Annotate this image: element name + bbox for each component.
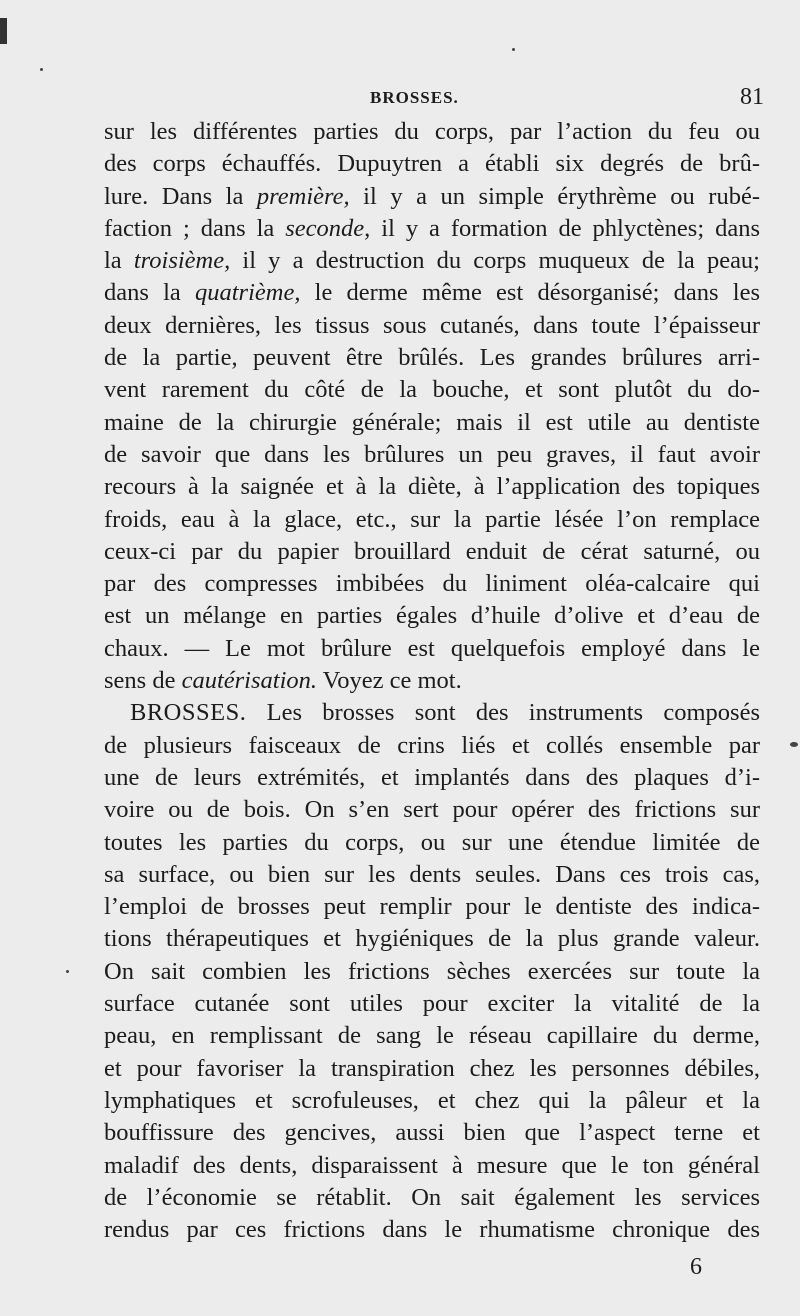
text-line: de la partie, peuvent être brûlés. Les grandes brûlures arri- xyxy=(104,344,760,372)
text-line: sur les différentes parties du corps, par l’action du feu ou xyxy=(104,118,760,145)
print-speck xyxy=(40,68,43,71)
text-line: voire ou de bois. On s’en sert pour opérer des frictions sur xyxy=(104,796,760,824)
italic-term: première, xyxy=(256,182,350,210)
text-line: sens de cautérisation. Voyez ce mot. xyxy=(104,667,462,695)
text-line: tions thérapeutiques et hygiéniques de la plus grande valeur. xyxy=(104,925,760,953)
text-line: une de leurs extrémités, et implantés dans des plaques d’i- xyxy=(104,763,760,791)
text-line: rendus par ces frictions dans le rhumatisme chronique des xyxy=(104,1216,760,1244)
text-line: recours à la saignée et à la diète, à l’application des topiques xyxy=(104,473,760,501)
signature-mark: 6 xyxy=(690,1254,702,1280)
page-number: 81 xyxy=(740,84,764,110)
text-line: dans la quatrième, le derme même est désorganisé; dans les xyxy=(104,279,760,307)
text-line: est un mélange en parties égales d’huile d’olive et d’eau de xyxy=(104,602,760,630)
text-line: de plusieurs faisceaux de crins liés et collés ensemble par xyxy=(104,731,760,759)
text-line: par des compresses imbibées du liniment oléa-calcaire qui xyxy=(104,570,760,598)
text-line: froids, eau à la glace, etc., sur la partie lésée l’on remplace xyxy=(104,505,760,533)
print-speck xyxy=(790,742,798,747)
text-line: On sait combien les frictions sèches exercées sur toute la xyxy=(104,957,760,985)
text-line: la troisième, il y a destruction du corps muqueux de la peau; xyxy=(104,247,760,275)
text-line: l’emploi de brosses peut remplir pour le dentiste des indica- xyxy=(104,893,760,921)
text-line: maladif des dents, disparaissent à mesure que le ton général xyxy=(104,1151,760,1179)
text-line: bouffissure des gencives, aussi bien que l’aspect terne et xyxy=(104,1119,760,1147)
text-line: des corps échauffés. Dupuytren a établi six degrés de brû- xyxy=(104,150,760,178)
text-line: sa surface, ou bien sur les dents seules. Dans ces trois cas, xyxy=(104,860,760,888)
text-line: peau, en remplissant de sang le réseau capillaire du derme, xyxy=(104,1022,760,1050)
text-line: lure. Dans la première, il y a un simple érythrème ou rubé- xyxy=(104,182,760,210)
body-text xyxy=(104,116,760,1246)
italic-term: quatrième, xyxy=(195,279,301,307)
italic-term: troisième, xyxy=(133,247,231,275)
text-line: de l’économie se rétablit. On sait également les services xyxy=(104,1183,760,1211)
italic-term: seconde, xyxy=(285,214,371,242)
text-line: de savoir que dans les brûlures un peu graves, il faut avoir xyxy=(104,440,760,468)
text-line: lymphatiques et scrofuleuses, et chez qui la pâleur et la xyxy=(104,1086,760,1114)
page-header xyxy=(104,84,764,118)
print-speck xyxy=(512,48,515,51)
text-line: faction ; dans la seconde, il y a formation de phlyctènes; dans xyxy=(104,214,760,242)
print-speck xyxy=(66,970,69,973)
text-line: surface cutanée sont utiles pour exciter la vitalité de la xyxy=(104,990,760,1018)
text-line: toutes les parties du corps, ou sur une étendue limitée de xyxy=(104,828,760,856)
text-line: BROSSES. Les brosses sont des instruments composés xyxy=(130,699,760,727)
running-head: BROSSES. xyxy=(370,88,459,107)
text-line: et pour favoriser la transpiration chez les personnes débiles, xyxy=(104,1054,760,1082)
text-line: maine de la chirurgie générale; mais il est utile au dentiste xyxy=(104,408,760,436)
text-line: ceux-ci par du papier brouillard enduit de cérat saturné, ou xyxy=(104,537,760,565)
text-line: vent rarement du côté de la bouche, et sont plutôt du do- xyxy=(104,376,760,404)
scan-edge-mark xyxy=(0,18,7,44)
entry-headword: BROSSES. xyxy=(130,699,247,727)
text-line: deux dernières, les tissus sous cutanés, dans toute l’épaisseur xyxy=(104,311,760,339)
text-line: chaux. — Le mot brûlure est quelquefois employé dans le xyxy=(104,634,760,662)
italic-term: cautérisation. xyxy=(181,667,317,695)
